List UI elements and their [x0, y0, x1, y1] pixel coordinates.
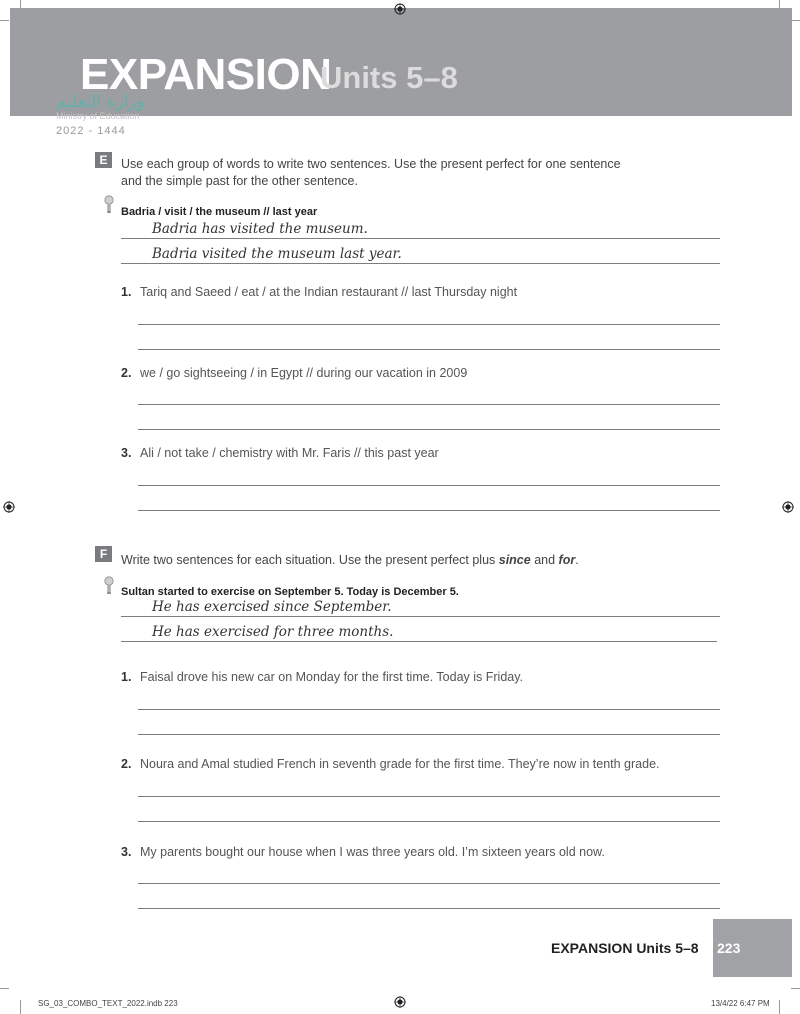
lightbulb-icon [104, 195, 114, 215]
example-answer: Badria has visited the museum. [152, 221, 368, 237]
crop-mark [20, 1000, 21, 1014]
lightbulb-icon [104, 576, 114, 596]
section-e-instruction: Use each group of words to write two sentences. Use the present perfect for one sentence and the simple past for the other sentence. [121, 157, 621, 188]
example-prompt: Badria / visit / the museum // last year [121, 206, 318, 218]
print-slug-right: 13/4/22 6:47 PM [711, 999, 770, 1008]
footer-title: EXPANSION Units 5–8 [551, 940, 699, 956]
item-prompt: Tariq and Saeed / eat / at the Indian restaurant // last Thursday night [140, 285, 518, 299]
crop-mark [20, 0, 21, 9]
page-number: 223 [717, 940, 741, 956]
answer-line[interactable] [138, 908, 720, 909]
section-f-badge: F [95, 546, 112, 562]
item-prompt: Noura and Amal studied French in seventh grade for the first time. They’re now in tenth grade. [140, 757, 660, 771]
section-e-badge: E [95, 152, 112, 168]
item-number: 3. [121, 845, 132, 859]
answer-line[interactable] [138, 349, 720, 350]
example-answer: He has exercised for three months. [152, 624, 394, 640]
answer-line[interactable] [138, 883, 720, 884]
answer-line[interactable] [138, 510, 720, 511]
answer-line[interactable] [138, 796, 720, 797]
registration-mark-icon [394, 3, 406, 15]
crop-mark [791, 20, 800, 21]
answer-line[interactable] [138, 324, 720, 325]
item-number: 2. [121, 757, 132, 771]
answer-line[interactable] [138, 821, 720, 822]
print-slug-left: SG_03_COMBO_TEXT_2022.indb 223 [38, 999, 178, 1008]
page-title-units: Units 5–8 [320, 60, 458, 95]
answer-line[interactable] [138, 404, 720, 405]
item-prompt: we / go sightseeing / in Egypt // during our vacation in 2009 [140, 366, 468, 380]
crop-mark [0, 20, 9, 21]
watermark-english: Ministry of Education [56, 111, 140, 121]
answer-line[interactable] [138, 734, 720, 735]
answer-line [121, 238, 720, 239]
registration-mark-icon [782, 501, 794, 513]
example-prompt: Sultan started to exercise on September 5. Today is December 5. [121, 586, 459, 598]
item-prompt: Ali / not take / chemistry with Mr. Faris // this past year [140, 446, 439, 460]
registration-mark-icon [394, 996, 406, 1008]
crop-mark [779, 0, 780, 9]
section-f-instruction: Write two sentences for each situation. Use the present perfect plus since and for. [121, 553, 579, 567]
crop-mark [791, 988, 800, 989]
item-prompt: My parents bought our house when I was three years old. I’m sixteen years old now. [140, 845, 605, 859]
answer-line[interactable] [138, 429, 720, 430]
answer-line [121, 641, 717, 642]
answer-line [121, 616, 720, 617]
crop-mark [0, 988, 9, 989]
page-title: EXPANSION [80, 50, 332, 99]
answer-line[interactable] [138, 485, 720, 486]
answer-line [121, 263, 720, 264]
answer-line[interactable] [138, 709, 720, 710]
example-answer: He has exercised since September. [152, 599, 392, 615]
item-number: 2. [121, 366, 132, 380]
watermark-arabic: وزارة التعليم [56, 92, 145, 112]
item-number: 1. [121, 670, 132, 684]
registration-mark-icon [3, 501, 15, 513]
item-prompt: Faisal drove his new car on Monday for the first time. Today is Friday. [140, 670, 524, 684]
example-answer: Badria visited the museum last year. [152, 246, 402, 262]
item-number: 1. [121, 285, 132, 299]
crop-mark [779, 1000, 780, 1014]
watermark-year: 2022 - 1444 [56, 125, 126, 137]
item-number: 3. [121, 446, 132, 460]
